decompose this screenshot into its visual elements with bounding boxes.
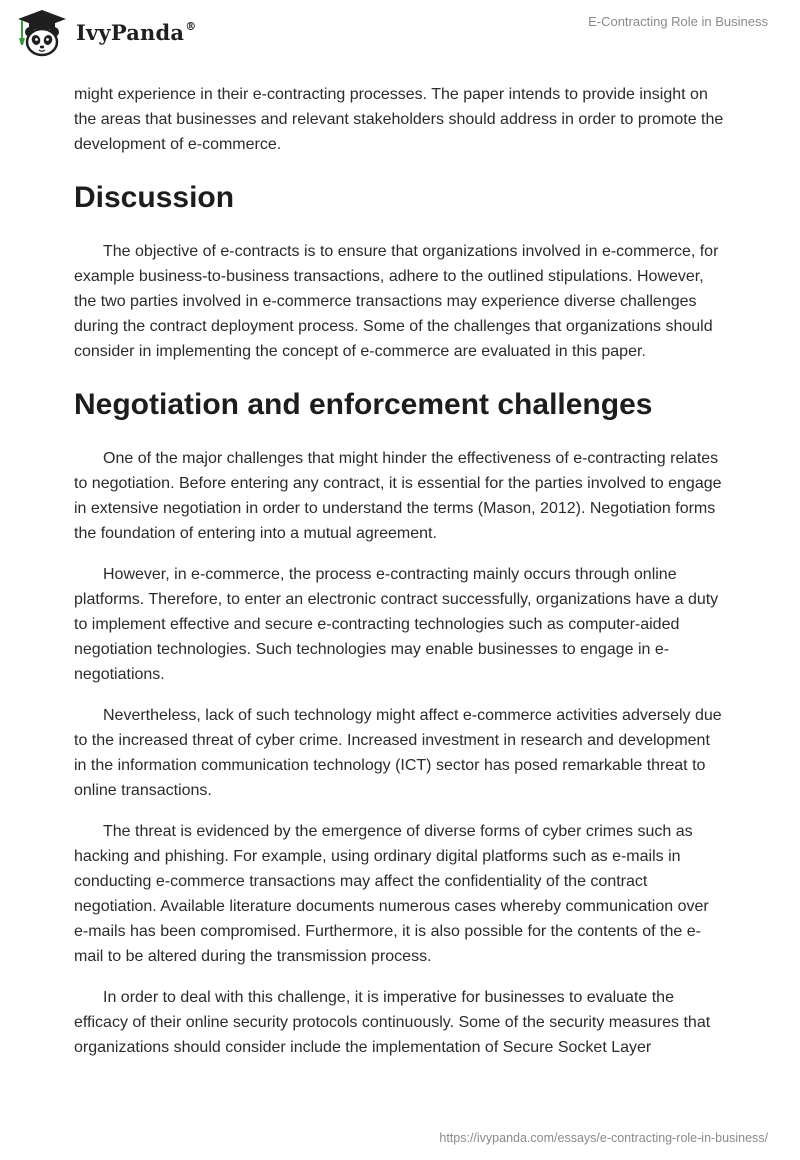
- source-url[interactable]: https://ivypanda.com/essays/e-contracting-role-in-business/: [439, 1131, 768, 1145]
- paragraph: In order to deal with this challenge, it is imperative for businesses to evaluate the efficacy of their online security protocols continuously. Some of the security measures that organizations should consider include the implementation of Secure Socket Layer: [74, 989, 711, 1056]
- paragraph: The objective of e-contracts is to ensure that organizations involved in e-commerce, for example business-to-business transactions, adhere to the outlined stipulations. However, the two parties involved in e-commerce transactions may experience diverse challenges during the contract deployment process. Some of the challenges that organizations should consider in implementing the concept of e-commerce are evaluated in this paper.: [74, 243, 719, 360]
- paragraph: One of the major challenges that might hinder the effectiveness of e-contracting relates to negotiation. Before entering any contract, it is essential for the parties involved to engage in extensive negotiation in order to understand the terms (Mason, 2012). Negotiation forms the foundation of entering into a mutual agreement.: [74, 450, 722, 542]
- paragraph: Nevertheless, lack of such technology might affect e-commerce activities adversely due to the increased threat of cyber crime. Increased investment in research and development in the information communication technology (ICT) sector has posed remarkable threat to online transactions.: [74, 707, 722, 799]
- intro-paragraph: might experience in their e-contracting processes. The paper intends to provide insight on the areas that businesses and relevant stakeholders should address in order to promote the development of e-commerce.: [74, 86, 724, 153]
- document-title: E-Contracting Role in Business: [588, 14, 768, 29]
- essay-content: [74, 70, 724, 1076]
- logo-wordmark: IvyPanda®: [76, 19, 197, 45]
- paragraph: However, in e-commerce, the process e-contracting mainly occurs through online platforms. Therefore, to enter an electronic contract successfully, organizations have a duty to implement effective and secure e-contracting technologies such as computer-aided negotiation technologies. Such technologies may enable businesses to engage in e-negotiations.: [74, 566, 719, 683]
- section-heading-negotiation: Negotiation and enforcement challenges: [74, 388, 653, 421]
- panda-logo-icon: [14, 8, 70, 58]
- paragraph: The threat is evidenced by the emergence of diverse forms of cyber crimes such as hacking and phishing. For example, using ordinary digital platforms such as e-mails in conducting e-commerce transactions may affect the confidentiality of the contract negotiation. Available literature documents numerous cases whereby communication over e-mails has been compromised. Furthermore, it is also possible for the contents of the e-mail to be altered during the transmission process.: [74, 823, 709, 965]
- page-header: [0, 0, 800, 70]
- ivypanda-logo[interactable]: [14, 8, 196, 58]
- section-heading-discussion: Discussion: [74, 181, 235, 214]
